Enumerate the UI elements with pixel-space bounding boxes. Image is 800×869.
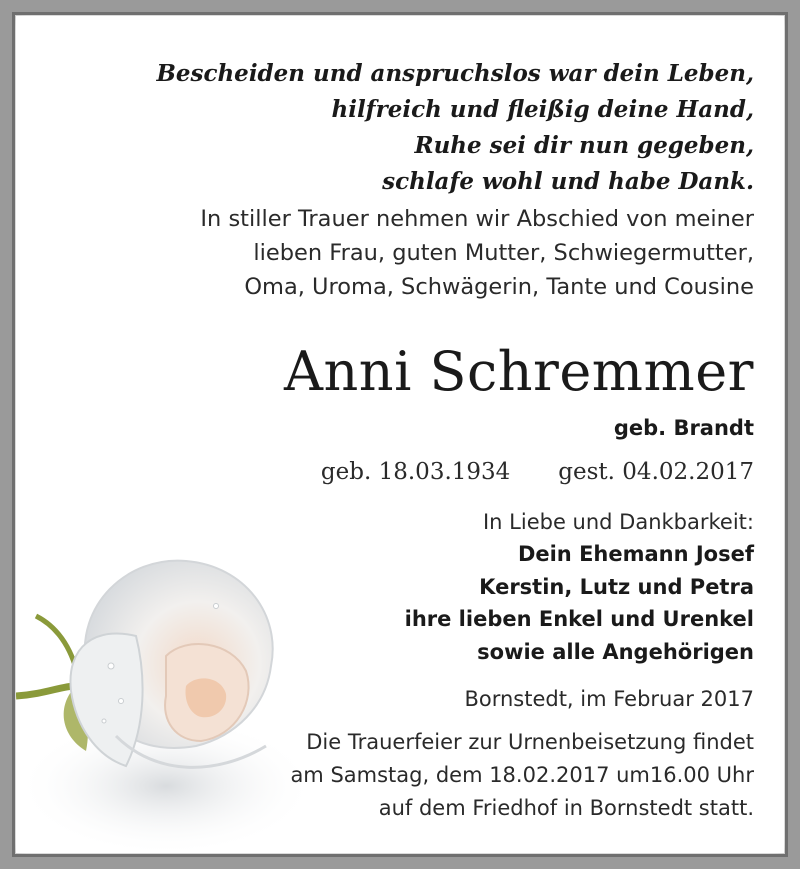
intro-line: lieben Frau, guten Mutter, Schwiegermutter, [253,240,754,266]
death-date: gest. 04.02.2017 [558,459,754,485]
poem-line: Bescheiden und anspruchslos war dein Leben, [156,60,754,87]
farewell-intro [200,202,754,304]
poem-line: schlafe wohl und habe Dank. [382,168,754,195]
service-info [290,726,754,825]
mourners-list [405,538,754,668]
poem-line: Ruhe sei dir nun gegeben, [414,132,754,159]
deceased-name: Anni Schremmer [284,340,754,403]
maiden-name: geb. Brandt [613,416,754,440]
intro-line: Oma, Uroma, Schwägerin, Tante und Cousine [244,274,754,300]
service-line: auf dem Friedhof in Bornstedt statt. [378,796,754,820]
mourner-line: sowie alle Angehörigen [477,639,754,664]
service-line: Die Trauerfeier zur Urnenbeisetzung findet [306,730,754,754]
mourners-intro: In Liebe und Dankbarkeit: [482,510,754,534]
birth-date: geb. 18.03.1934 [320,459,511,485]
mourner-line: Dein Ehemann Josef [517,542,754,566]
mourner-line: Kerstin, Lutz und Petra [479,574,754,599]
life-dates [321,456,754,488]
service-line: am Samstag, dem 18.02.2017 um16.00 Uhr [290,763,754,787]
intro-line: In stiller Trauer nehmen wir Abschied von meiner [200,206,754,232]
white-rose-image [16,536,316,853]
obituary-notice [16,16,784,853]
mourner-line: ihre lieben Enkel und Urenkel [404,607,754,631]
place-date: Bornstedt, im Februar 2017 [464,687,754,711]
memorial-poem [156,56,754,200]
poem-line: hilfreich und fleißig deine Hand, [331,96,754,123]
